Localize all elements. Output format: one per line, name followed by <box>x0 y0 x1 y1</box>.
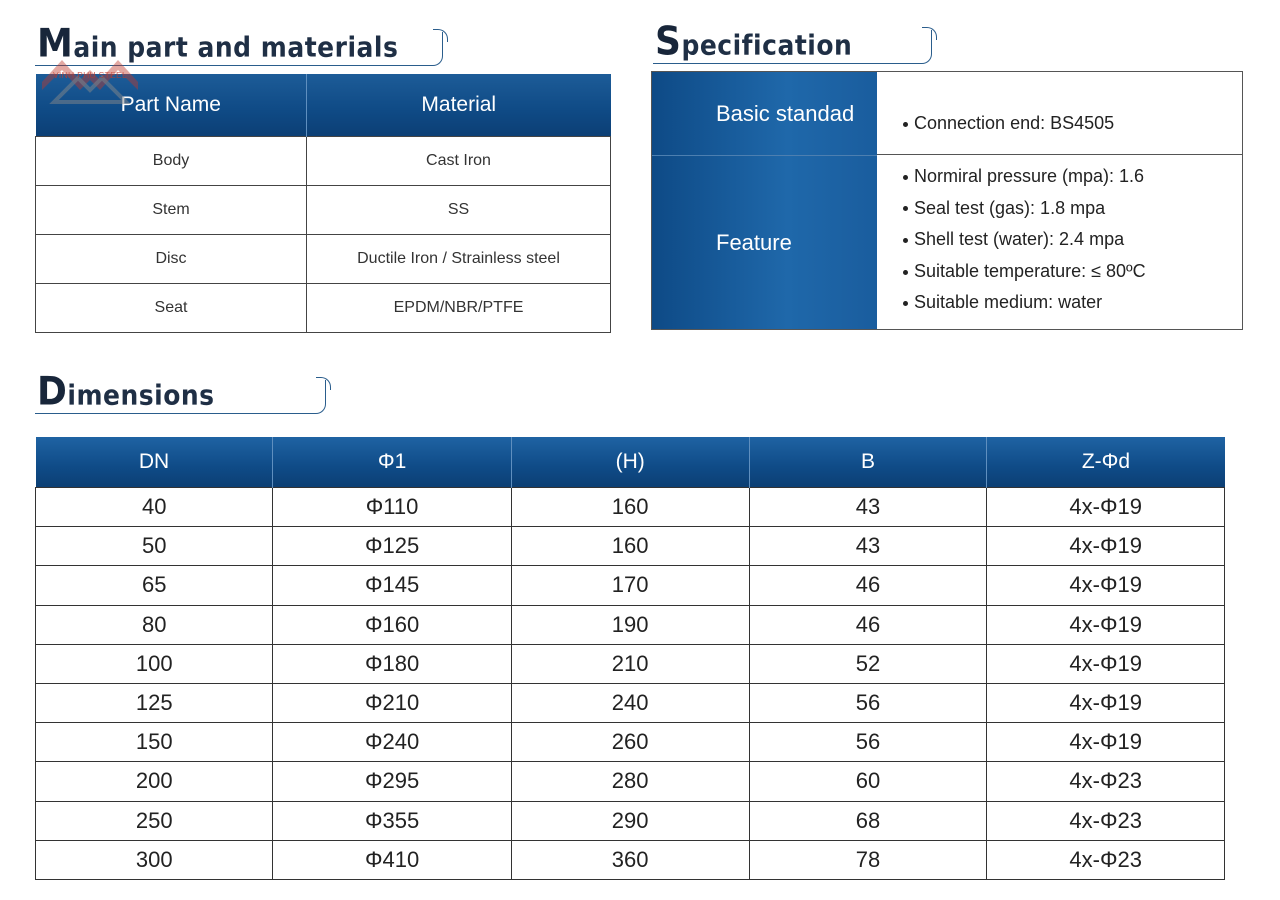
phi1-cell: Φ110 <box>273 488 511 527</box>
z-phid-cell: 4x-Φ19 <box>987 605 1225 644</box>
phi1-cell: Φ210 <box>273 683 511 722</box>
z-phid-header: Z-Φd <box>987 437 1225 488</box>
phi1-cell: Φ180 <box>273 644 511 683</box>
material-cell: SS <box>307 186 611 235</box>
b-cell: 43 <box>749 527 987 566</box>
table-row <box>36 566 1225 605</box>
dimensions-table <box>35 437 1225 880</box>
bullet-icon <box>903 270 908 275</box>
table-row <box>36 801 1225 840</box>
dn-cell: 80 <box>36 605 273 644</box>
h-header: (H) <box>511 437 749 488</box>
spec-item: Connection end: BS4505 <box>903 108 1114 140</box>
dimensions-section-title: Dimensions <box>37 369 215 415</box>
spec-item: Suitable temperature: ≤ 80ºC <box>903 256 1242 288</box>
phi1-cell: Φ160 <box>273 605 511 644</box>
bullet-icon <box>903 122 908 127</box>
dn-cell: 300 <box>36 840 273 879</box>
dn-cell: 65 <box>36 566 273 605</box>
spec-item: Seal test (gas): 1.8 mpa <box>903 193 1242 225</box>
basic-standard-label: Basic standad <box>652 72 877 155</box>
phi1-cell: Φ295 <box>273 762 511 801</box>
dimensions-body <box>36 488 1225 880</box>
h-cell: 240 <box>511 683 749 722</box>
h-cell: 160 <box>511 527 749 566</box>
b-cell: 78 <box>749 840 987 879</box>
b-cell: 68 <box>749 801 987 840</box>
table-row <box>36 284 611 333</box>
table-row <box>36 235 611 284</box>
h-cell: 290 <box>511 801 749 840</box>
z-phid-cell: 4x-Φ19 <box>987 527 1225 566</box>
material-header: Material <box>307 74 611 137</box>
basic-standard-values <box>877 72 1242 155</box>
table-row <box>36 840 1225 879</box>
spec-item: Shell test (water): 2.4 mpa <box>903 224 1242 256</box>
part-name-cell: Stem <box>36 186 307 235</box>
z-phid-cell: 4x-Φ19 <box>987 683 1225 722</box>
b-cell: 52 <box>749 644 987 683</box>
h-cell: 280 <box>511 762 749 801</box>
h-cell: 170 <box>511 566 749 605</box>
table-row <box>36 137 611 186</box>
table-row <box>36 762 1225 801</box>
b-cell: 56 <box>749 683 987 722</box>
part-name-header: Part Name <box>36 74 307 137</box>
spec-item: Normiral pressure (mpa): 1.6 <box>903 161 1242 193</box>
dn-cell: 200 <box>36 762 273 801</box>
dn-cell: 250 <box>36 801 273 840</box>
b-header: B <box>749 437 987 488</box>
h-cell: 160 <box>511 488 749 527</box>
phi1-cell: Φ125 <box>273 527 511 566</box>
h-cell: 360 <box>511 840 749 879</box>
table-row <box>36 605 1225 644</box>
dn-cell: 50 <box>36 527 273 566</box>
table-row <box>36 683 1225 722</box>
bullet-icon <box>903 206 908 211</box>
z-phid-cell: 4x-Φ23 <box>987 840 1225 879</box>
feature-label: Feature <box>652 155 877 329</box>
dn-header: DN <box>36 437 273 488</box>
dimensions-section-tab <box>35 369 326 415</box>
bullet-icon <box>903 301 908 306</box>
feature-values <box>877 155 1242 329</box>
part-name-cell: Body <box>36 137 307 186</box>
specification-table <box>651 71 1243 330</box>
dimensions-header-row <box>36 437 1225 488</box>
b-cell: 43 <box>749 488 987 527</box>
h-cell: 190 <box>511 605 749 644</box>
z-phid-cell: 4x-Φ23 <box>987 801 1225 840</box>
dn-cell: 150 <box>36 723 273 762</box>
materials-table <box>35 74 611 333</box>
specification-section-tab <box>653 19 932 65</box>
phi1-cell: Φ145 <box>273 566 511 605</box>
dn-cell: 125 <box>36 683 273 722</box>
b-cell: 46 <box>749 566 987 605</box>
z-phid-cell: 4x-Φ23 <box>987 762 1225 801</box>
bullet-icon <box>903 238 908 243</box>
phi1-cell: Φ410 <box>273 840 511 879</box>
spec-item: Suitable medium: water <box>903 287 1242 319</box>
bullet-icon <box>903 175 908 180</box>
table-row <box>36 186 611 235</box>
z-phid-cell: 4x-Φ19 <box>987 644 1225 683</box>
dn-cell: 40 <box>36 488 273 527</box>
table-row <box>36 527 1225 566</box>
part-name-cell: Disc <box>36 235 307 284</box>
part-name-cell: Seat <box>36 284 307 333</box>
h-cell: 260 <box>511 723 749 762</box>
z-phid-cell: 4x-Φ19 <box>987 566 1225 605</box>
specification-section-title: Specification <box>655 19 853 65</box>
z-phid-cell: 4x-Φ19 <box>987 723 1225 762</box>
phi1-header: Φ1 <box>273 437 511 488</box>
materials-section-title: Main part and materials <box>37 21 399 67</box>
material-cell: Cast Iron <box>307 137 611 186</box>
logo-text: VINH PHU STEEL <box>52 70 128 80</box>
phi1-cell: Φ240 <box>273 723 511 762</box>
h-cell: 210 <box>511 644 749 683</box>
b-cell: 60 <box>749 762 987 801</box>
dn-cell: 100 <box>36 644 273 683</box>
material-cell: EPDM/NBR/PTFE <box>307 284 611 333</box>
table-row <box>36 644 1225 683</box>
phi1-cell: Φ355 <box>273 801 511 840</box>
table-row <box>36 723 1225 762</box>
b-cell: 56 <box>749 723 987 762</box>
material-cell: Ductile Iron / Strainless steel <box>307 235 611 284</box>
table-row <box>36 488 1225 527</box>
vinh-phu-steel-logo <box>34 34 146 112</box>
z-phid-cell: 4x-Φ19 <box>987 488 1225 527</box>
b-cell: 46 <box>749 605 987 644</box>
